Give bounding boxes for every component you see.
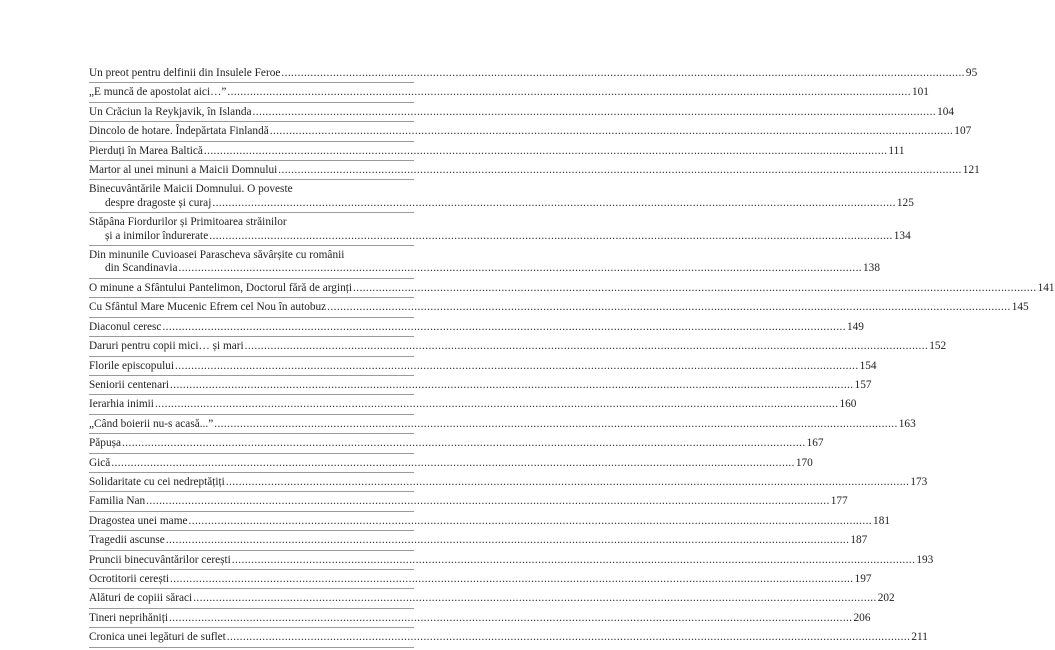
toc-entry-page: 149 xyxy=(847,320,864,333)
toc-entry-page: 107 xyxy=(954,125,972,138)
toc-entry-title: Tragedii ascunse xyxy=(89,534,165,547)
toc-entry-title: Un preot pentru delfinii din Insulele Feroe xyxy=(89,67,281,79)
leader-dots xyxy=(178,262,862,274)
toc-entry xyxy=(89,531,868,550)
toc-entry-title-continuation: despre dragoste și curaj xyxy=(105,196,212,209)
toc-entry-title: Florile episcopului xyxy=(89,359,175,372)
leader-dots xyxy=(270,125,954,138)
toc-entry-page: 160 xyxy=(839,398,857,411)
toc-entry-page: 104 xyxy=(937,105,955,118)
toc-entry-title-continuation: din Scandinavia xyxy=(105,262,178,275)
toc-entry-page: 154 xyxy=(859,359,877,372)
toc-entry-title: Păpușa xyxy=(89,437,122,450)
leader-dots xyxy=(122,437,806,450)
toc-entry-page: 163 xyxy=(898,417,916,430)
leader-dots xyxy=(227,86,911,99)
toc-entry-page: 121 xyxy=(962,164,980,177)
toc-entry-page: 173 xyxy=(910,475,928,488)
leader-dots xyxy=(281,67,965,80)
toc-entry xyxy=(89,180,914,213)
toc-entry xyxy=(89,454,813,473)
toc-entry xyxy=(89,142,905,161)
toc-entry-page: 181 xyxy=(873,514,890,527)
toc-entry xyxy=(89,570,872,589)
toc-entry xyxy=(89,298,1029,317)
leader-dots xyxy=(226,476,910,489)
toc-entry xyxy=(89,122,972,141)
toc-entry-page: 197 xyxy=(854,572,872,585)
toc-entry xyxy=(89,395,857,414)
toc-entry-title: Un Crăciun la Reykjavik, în Islanda xyxy=(89,105,252,118)
toc-entry-page: 95 xyxy=(965,67,978,79)
toc-entry-title: Pruncii binecuvântărilor cerești xyxy=(89,553,231,566)
toc-entry xyxy=(89,279,1055,298)
toc-entry-page: 152 xyxy=(929,340,947,353)
toc-entry xyxy=(89,318,864,337)
toc-entry-title: Din minunile Cuvioasei Parascheva săvârșite cu românii xyxy=(89,249,345,262)
toc-entry-page: 211 xyxy=(911,631,928,644)
toc-entry-title: Stăpâna Fiordurilor și Primitoarea străinilor xyxy=(89,216,287,229)
leader-dots xyxy=(209,230,893,242)
leader-dots xyxy=(212,197,896,209)
leader-dots xyxy=(170,573,854,586)
toc-entry-page: 177 xyxy=(830,495,848,508)
toc-entry-title: Familia Nan xyxy=(89,495,146,508)
toc-entry-title: Tineri neprihăniți xyxy=(89,611,168,624)
leader-dots xyxy=(193,592,877,605)
toc-entry xyxy=(89,213,911,246)
toc-entry-title: Dincolo de hotare. Îndepărtata Finlandă xyxy=(89,125,269,138)
toc-entry xyxy=(89,83,929,102)
leader-dots xyxy=(155,398,839,411)
toc-entry xyxy=(89,628,928,647)
toc-entry-page: 193 xyxy=(916,553,934,566)
toc-entry xyxy=(89,434,824,453)
toc-entry xyxy=(89,492,848,511)
leader-dots xyxy=(227,631,911,644)
toc-entry-title: Ierarhia inimii xyxy=(89,398,154,411)
table-of-contents xyxy=(89,64,1055,648)
toc-entry-page: 125 xyxy=(896,196,914,209)
leader-dots xyxy=(111,457,795,470)
toc-entry-title: Diaconul ceresc xyxy=(89,320,162,333)
leader-dots xyxy=(245,340,929,353)
toc-entry-title: Pierduți în Marea Baltică xyxy=(89,144,203,157)
toc-entry-title: Binecuvântările Maicii Domnului. O poveste xyxy=(89,183,293,196)
toc-entry-page: 111 xyxy=(888,144,905,157)
toc-entry-title: O minune a Sfântului Pantelimon, Doctorul fără de arginți xyxy=(89,281,353,294)
toc-entry-page: 145 xyxy=(1011,301,1029,314)
toc-entry-page: 157 xyxy=(854,378,872,391)
leader-dots xyxy=(214,418,898,431)
leader-dots xyxy=(169,612,853,625)
toc-entry-page: 170 xyxy=(795,456,813,469)
toc-entry xyxy=(89,246,880,279)
toc-entry-page: 134 xyxy=(893,229,911,242)
leader-dots xyxy=(166,534,850,547)
toc-entry-title: Martor al unei minuni a Maicii Domnului xyxy=(89,164,278,177)
toc-entry xyxy=(89,512,890,531)
toc-entry xyxy=(89,357,877,376)
toc-entry-title: Ocrotitorii cerești xyxy=(89,572,169,585)
toc-entry-title: Gică xyxy=(89,456,111,469)
leader-dots xyxy=(232,554,916,567)
leader-dots xyxy=(175,360,859,373)
leader-dots xyxy=(162,321,846,334)
toc-entry-title: „E muncă de apostolat aici…” xyxy=(89,86,227,99)
toc-entry xyxy=(89,376,872,395)
leader-dots xyxy=(353,282,1037,295)
toc-entry-page: 101 xyxy=(911,86,929,99)
toc-entry-page: 138 xyxy=(863,262,880,275)
toc-entry xyxy=(89,161,980,180)
toc-entry-page: 202 xyxy=(877,592,895,605)
toc-entry-page: 187 xyxy=(850,534,868,547)
toc-entry-title: Solidaritate cu cei nedreptățiți xyxy=(89,475,225,488)
toc-entry xyxy=(89,337,947,356)
toc-entry xyxy=(89,415,916,434)
leader-dots xyxy=(204,145,888,158)
toc-entry xyxy=(89,609,871,628)
toc-entry-title: Seniorii centenari xyxy=(89,378,169,391)
toc-entry-title: Cronica unei legături de suflet xyxy=(89,631,226,644)
toc-entry xyxy=(89,551,934,570)
toc-entry xyxy=(89,589,895,608)
leader-dots xyxy=(146,495,830,508)
toc-entry-title: Alături de copiii săraci xyxy=(89,592,193,605)
toc-entry xyxy=(89,473,928,492)
toc-entry-page: 206 xyxy=(853,611,871,624)
toc-entry-title: Dragostea unei mame xyxy=(89,514,188,527)
leader-dots xyxy=(253,106,937,119)
toc-entry-page: 167 xyxy=(806,437,824,450)
toc-entry-page: 141 xyxy=(1037,281,1055,294)
leader-dots xyxy=(189,515,873,528)
toc-entry-title: Daruri pentru copii mici… și mari xyxy=(89,340,244,353)
leader-dots xyxy=(278,164,962,177)
leader-dots xyxy=(170,379,854,392)
toc-entry-title-continuation: și a inimilor îndurerate xyxy=(105,229,209,242)
toc-entry xyxy=(89,103,955,122)
toc-entry-title: „Când boierii nu-s acasă...” xyxy=(89,417,214,430)
toc-entry-title: Cu Sfântul Mare Mucenic Efrem cel Nou în autobuz xyxy=(89,301,327,314)
toc-entry xyxy=(89,64,978,83)
leader-dots xyxy=(327,301,1011,314)
